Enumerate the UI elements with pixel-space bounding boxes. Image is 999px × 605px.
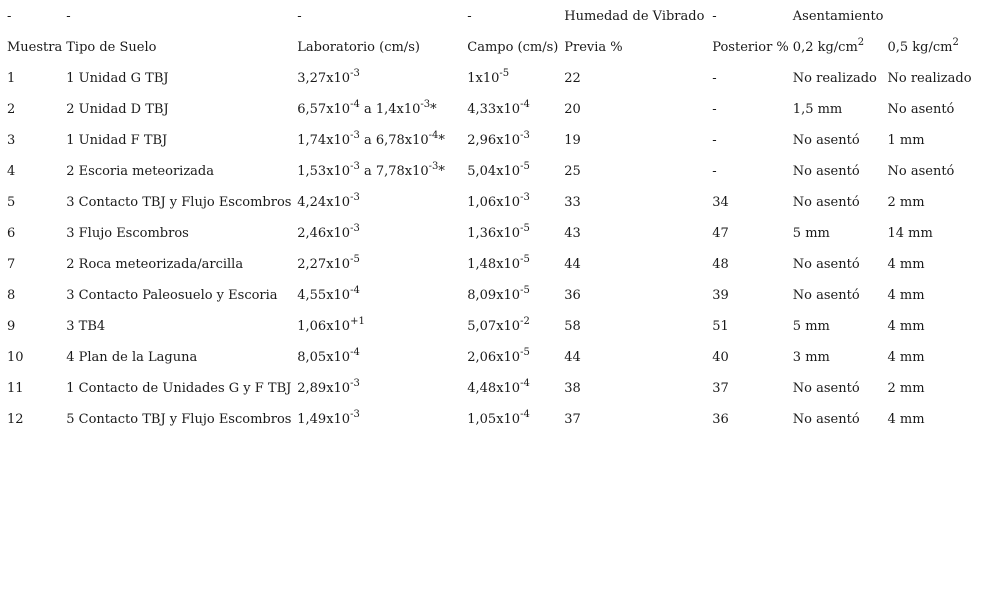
- asentamiento-05-cell: 4 mm: [887, 412, 925, 427]
- tipo-suelo-cell: 2 Escoria meteorizada: [66, 164, 214, 179]
- asentamiento-02-exp: 2: [857, 37, 865, 48]
- laboratorio-cell-base: *: [438, 133, 445, 148]
- laboratorio-cell-exponent: -3: [428, 161, 439, 172]
- previa-cell: 38: [564, 381, 581, 396]
- campo-cell-base: 8,09x10: [467, 288, 521, 303]
- campo-cell: [463, 336, 560, 367]
- previa-cell: 37: [564, 412, 581, 427]
- laboratorio-cell-base: 2,89x10: [297, 381, 351, 396]
- asentamiento-02-cell: No asentó: [792, 195, 860, 210]
- laboratorio-cell-exponent: -3: [350, 378, 360, 389]
- muestra-header: Muestra: [7, 40, 63, 55]
- previa-cell: 20: [564, 102, 581, 117]
- muestra-cell: 12: [7, 412, 24, 427]
- campo-cell: [463, 367, 560, 398]
- muestra-cell: 9: [7, 319, 16, 334]
- table-row: [3, 274, 976, 305]
- laboratorio-cell-base: 2,27x10: [297, 257, 351, 272]
- laboratorio-cell-base: *: [430, 102, 437, 117]
- laboratorio-cell-base: a 6,78x10: [359, 133, 429, 148]
- muestra-cell: 5: [7, 195, 16, 210]
- previa-cell: 44: [564, 350, 581, 365]
- table-row: [3, 336, 976, 367]
- table-row: [3, 150, 976, 181]
- posterior-header: Posterior %: [712, 40, 789, 55]
- muestra-cell: 8: [7, 288, 16, 303]
- posterior-cell: 36: [712, 412, 729, 427]
- laboratorio-cell-base: 1,53x10: [297, 164, 351, 179]
- asentamiento-02-cell: No realizado: [792, 71, 877, 86]
- campo-cell-base: 1,48x10: [467, 257, 521, 272]
- laboratorio-cell: [293, 88, 463, 119]
- asentamiento-05-cell: 2 mm: [887, 195, 925, 210]
- campo-cell-exponent: -4: [520, 99, 530, 110]
- laboratorio-cell: [293, 181, 463, 212]
- muestra-cell: 2: [7, 102, 16, 117]
- laboratorio-cell-base: a 7,78x10: [359, 164, 429, 179]
- campo-cell: [463, 88, 560, 119]
- campo-cell-exponent: -5: [520, 223, 530, 234]
- campo-cell-base: 1,05x10: [467, 412, 521, 427]
- laboratorio-cell-base: a 1,4x10: [359, 102, 421, 117]
- previa-cell: 25: [564, 164, 581, 179]
- table-row: [3, 88, 976, 119]
- laboratorio-cell: [293, 305, 463, 336]
- asentamiento-05-cell: 4 mm: [887, 288, 925, 303]
- previa-cell: 33: [564, 195, 581, 210]
- asentamiento-02-cell: 1,5 mm: [792, 102, 843, 117]
- campo-cell: [463, 57, 560, 88]
- posterior-cell: 39: [712, 288, 729, 303]
- laboratorio-cell: [293, 367, 463, 398]
- previa-cell: 44: [564, 257, 581, 272]
- posterior-cell: -: [712, 133, 717, 148]
- campo-cell-exponent: -5: [520, 254, 530, 265]
- posterior-cell: -: [712, 102, 717, 117]
- laboratorio-cell-exponent: -4: [428, 130, 439, 141]
- campo-cell: [463, 212, 560, 243]
- campo-cell-base: 4,48x10: [467, 381, 521, 396]
- previa-cell: 22: [564, 71, 581, 86]
- laboratorio-cell-exponent: -5: [350, 254, 360, 265]
- muestra-cell: 7: [7, 257, 16, 272]
- asentamiento-05-cell: No realizado: [887, 71, 972, 86]
- campo-cell-exponent: -3: [520, 130, 530, 141]
- campo-cell-exponent: -3: [520, 192, 530, 203]
- laboratorio-cell-exponent: -4: [350, 285, 360, 296]
- campo-cell-base: 2,96x10: [467, 133, 521, 148]
- table-row: [3, 398, 976, 429]
- campo-cell-exponent: -5: [520, 161, 530, 172]
- laboratorio-cell-exponent: +1: [350, 316, 365, 327]
- laboratorio-cell: [293, 336, 463, 367]
- tipo-suelo-cell: 5 Contacto TBJ y Flujo Escombros: [66, 412, 292, 427]
- campo-cell-base: 1x10: [467, 71, 500, 86]
- table-row: [3, 212, 976, 243]
- laboratorio-cell: [293, 274, 463, 305]
- muestra-cell: 4: [7, 164, 16, 179]
- laboratorio-header: Laboratorio (cm/s): [297, 40, 420, 55]
- campo-header: Campo (cm/s): [467, 40, 559, 55]
- tipo-suelo-cell: 4 Plan de la Laguna: [66, 350, 198, 365]
- asentamiento-05-cell: 4 mm: [887, 350, 925, 365]
- campo-cell-exponent: -5: [499, 68, 510, 79]
- muestra-cell: 11: [7, 381, 24, 396]
- asentamiento-05-cell: No asentó: [887, 164, 955, 179]
- tipo-suelo-cell: 3 Flujo Escombros: [66, 226, 189, 241]
- campo-cell: [463, 181, 560, 212]
- posterior-cell: 34: [712, 195, 729, 210]
- asentamiento-05-cell: 1 mm: [887, 133, 925, 148]
- campo-cell-base: 1,06x10: [467, 195, 521, 210]
- tipo-suelo-cell: 2 Unidad D TBJ: [66, 102, 169, 117]
- laboratorio-cell-exponent: -3: [350, 68, 360, 79]
- asentamiento-05-cell: 4 mm: [887, 257, 925, 272]
- campo-cell: [463, 305, 560, 336]
- asentamiento-02-cell: 3 mm: [792, 350, 830, 365]
- laboratorio-cell: [293, 57, 463, 88]
- group-header-cell: -: [712, 9, 717, 24]
- tipo-suelo-cell: 3 Contacto TBJ y Flujo Escombros: [66, 195, 292, 210]
- tipo-suelo-cell: 2 Roca meteorizada/arcilla: [66, 257, 244, 272]
- table-row: [3, 119, 976, 150]
- group-header-cell: -: [297, 9, 302, 24]
- posterior-cell: 48: [712, 257, 729, 272]
- asentamiento-02-cell: No asentó: [792, 412, 860, 427]
- laboratorio-cell-base: 1,06x10: [297, 319, 351, 334]
- group-header-row: [3, 4, 976, 26]
- posterior-cell: 47: [712, 226, 729, 241]
- asentamiento-02-cell: No asentó: [792, 288, 860, 303]
- asentamiento-05-cell: 14 mm: [887, 226, 933, 241]
- campo-cell-base: 5,07x10: [467, 319, 521, 334]
- soil-data-table: [3, 4, 976, 429]
- group-header-cell: -: [7, 9, 12, 24]
- muestra-cell: 10: [7, 350, 24, 365]
- tipo-suelo-cell: 3 Contacto Paleosuelo y Escoria: [66, 288, 278, 303]
- humedad-group-header: Humedad de Vibrado: [564, 9, 705, 24]
- laboratorio-cell-exponent: -3: [350, 223, 360, 234]
- laboratorio-cell-base: 1,74x10: [297, 133, 351, 148]
- laboratorio-cell-exponent: -3: [350, 409, 360, 420]
- muestra-cell: 1: [7, 71, 16, 86]
- campo-cell-exponent: -5: [520, 347, 530, 358]
- asentamiento-02-cell: 5 mm: [792, 226, 830, 241]
- laboratorio-cell-exponent: -4: [350, 99, 360, 110]
- posterior-cell: 51: [712, 319, 729, 334]
- asentamiento-02-cell: No asentó: [792, 164, 860, 179]
- table-row: [3, 305, 976, 336]
- campo-cell-base: 5,04x10: [467, 164, 521, 179]
- laboratorio-cell: [293, 119, 463, 150]
- laboratorio-cell-exponent: -3: [350, 192, 360, 203]
- group-header-cell: -: [467, 9, 472, 24]
- laboratorio-cell-base: 4,55x10: [297, 288, 351, 303]
- column-header-row: [3, 26, 976, 57]
- group-header-cell: [884, 4, 976, 26]
- laboratorio-cell: [293, 212, 463, 243]
- tipo-suelo-cell: 3 TB4: [66, 319, 106, 334]
- tipo-suelo-cell: 1 Contacto de Unidades G y F TBJ: [66, 381, 292, 396]
- tipo-suelo-cell: 1 Unidad F TBJ: [66, 133, 168, 148]
- asentamiento-02-cell: No asentó: [792, 257, 860, 272]
- table-body: [3, 57, 976, 429]
- asentamiento-02-base: 0,2 kg/cm: [792, 40, 858, 55]
- campo-cell-exponent: -5: [520, 285, 530, 296]
- asentamiento-group-header: Asentamiento: [792, 9, 884, 24]
- laboratorio-cell-base: 6,57x10: [297, 102, 351, 117]
- campo-cell: [463, 274, 560, 305]
- asentamiento-05-cell: No asentó: [887, 102, 955, 117]
- posterior-cell: -: [712, 164, 717, 179]
- campo-cell-exponent: -4: [520, 409, 530, 420]
- laboratorio-cell-base: 4,24x10: [297, 195, 351, 210]
- group-header-cell: -: [66, 9, 71, 24]
- campo-cell-base: 2,06x10: [467, 350, 521, 365]
- asentamiento-05-base: 0,5 kg/cm: [887, 40, 953, 55]
- asentamiento-02-cell: No asentó: [792, 381, 860, 396]
- previa-cell: 58: [564, 319, 581, 334]
- laboratorio-cell-exponent: -3: [350, 130, 360, 141]
- asentamiento-05-exp: 2: [952, 37, 959, 48]
- posterior-cell: 37: [712, 381, 729, 396]
- laboratorio-cell-base: 8,05x10: [297, 350, 351, 365]
- table-row: [3, 57, 976, 88]
- campo-cell: [463, 150, 560, 181]
- laboratorio-cell: [293, 398, 463, 429]
- table-row: [3, 367, 976, 398]
- previa-cell: 43: [564, 226, 581, 241]
- posterior-cell: -: [712, 71, 717, 86]
- laboratorio-cell-base: 3,27x10: [297, 71, 351, 86]
- laboratorio-cell-exponent: -3: [350, 161, 360, 172]
- campo-cell: [463, 398, 560, 429]
- campo-cell-exponent: -2: [520, 316, 530, 327]
- laboratorio-cell-base: *: [438, 164, 445, 179]
- campo-cell: [463, 243, 560, 274]
- previa-cell: 36: [564, 288, 581, 303]
- laboratorio-cell: [293, 150, 463, 181]
- asentamiento-02-cell: 5 mm: [792, 319, 830, 334]
- table-row: [3, 181, 976, 212]
- laboratorio-cell-exponent: -4: [350, 347, 360, 358]
- campo-cell-base: 4,33x10: [467, 102, 521, 117]
- laboratorio-cell: [293, 243, 463, 274]
- muestra-cell: 6: [7, 226, 16, 241]
- laboratorio-cell-base: 2,46x10: [297, 226, 351, 241]
- table-row: [3, 243, 976, 274]
- laboratorio-cell-exponent: -3: [420, 99, 431, 110]
- tipo-suelo-header: Tipo de Suelo: [66, 40, 157, 55]
- campo-cell: [463, 119, 560, 150]
- asentamiento-05-cell: 4 mm: [887, 319, 925, 334]
- laboratorio-cell-base: 1,49x10: [297, 412, 351, 427]
- campo-cell-exponent: -4: [520, 378, 530, 389]
- tipo-suelo-cell: 1 Unidad G TBJ: [66, 71, 169, 86]
- posterior-cell: 40: [712, 350, 729, 365]
- asentamiento-05-header: [884, 26, 976, 57]
- muestra-cell: 3: [7, 133, 16, 148]
- previa-header: Previa %: [564, 40, 623, 55]
- campo-cell-base: 1,36x10: [467, 226, 521, 241]
- asentamiento-02-header: [789, 26, 884, 57]
- previa-cell: 19: [564, 133, 581, 148]
- asentamiento-05-cell: 2 mm: [887, 381, 925, 396]
- asentamiento-02-cell: No asentó: [792, 133, 860, 148]
